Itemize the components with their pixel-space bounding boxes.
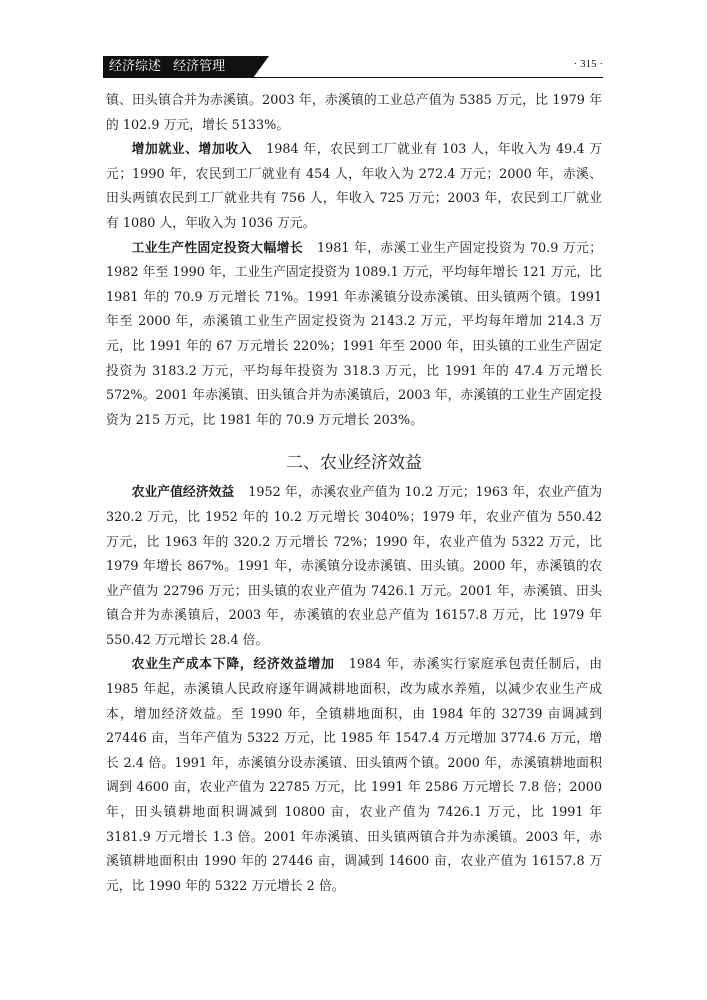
section-label-1: 经济综述 [109, 59, 162, 74]
paragraph-lead: 农业生产成本下降，经济效益增加 [131, 657, 335, 673]
paragraph-lead: 工业生产性固定投资大幅增长 [131, 240, 303, 256]
paragraph-lead: 农业产值经济效益 [131, 485, 235, 501]
paragraph-text: 1984 年，赤溪实行家庭承包责任制后，由 1985 年起，赤溪镇人民政府逐年调减耕地面积，改为咸水养殖，以减少农业生产成本，增加经济效益。至 1990 年，全镇耕地面积，由 1984 年的 32739 亩调减到 27446 亩，当年产值为 5322 万元，比 1985 年 1547.4 万元增加 3774.6 万元，增长 2.4 倍。1991 年，赤溪镇分设赤溪镇、田头镇两个镇。2000 年，赤溪镇耕地面积调到 4600 亩，农业产值为 22785 万元，比 1991 年 2586 万元增长 7.8 倍；2000 年，田头镇耕地面积调减到 10800 亩，农业产值为 7426.1 万元，比 1991 年 3181.9 万元增长 1.3 倍。2001 年赤溪镇、田头镇两镇合并为赤溪镇。2003 年，赤溪镇耕地面积由 1990 年的 27446 亩，调减到 14600 亩，农业产值为 16157.8 万元，比 1990 年的 5322 万元增长 2 倍。 [106, 657, 603, 894]
paragraph-agri-cost [106, 653, 602, 899]
paragraph-lead: 增加就业、增加收入 [131, 142, 253, 158]
paragraph-text: 镇、田头镇合并为赤溪镇。2003 年，赤溪镇的工业总产值为 5385 万元，比 1979 年的 102.9 万元，增长 5133%。 [106, 93, 602, 133]
section-title: 二、农业经济效益 [286, 453, 422, 474]
paragraph-text: 1952 年，赤溪农业产值为 10.2 万元；1963 年，农业产值为 320.2 万元，比 1952 年的 10.2 万元增长 3040%；1979 年，农业产值为 550.42 万元，比 1963 年的 320.2 万元增长 72%；1990 年，农业产值为 5322 万元，比 1979 年增长 867%。1991 年，赤溪镇分设赤溪镇、田头镇。2000 年，赤溪镇的农业产值为 22796 万元；田头镇的农业产值为 7426.1 万元。2001 年，赤溪镇、田头镇合并为赤溪镇后，2003 年，赤溪镇的农业总产值为 16157.8 万元，比 1979 年 550.42 万元增长 28.4 倍。 [106, 485, 603, 648]
paragraph-text: 1984 年，农民到工厂就业有 103 人，年收入为 49.4 万元；1990 年，农民到工厂就业有 454 人，年收入为 272.4 万元；2000 年，赤溪、田头两镇农民到工厂就业共有 756 人，年收入 725 万元；2003 年，农民到工厂就业有 1080 人，年收入为 1036 万元。 [106, 142, 602, 231]
paragraph-text: 1981 年，赤溪工业生产固定投资为 70.9 万元；1982 年至 1990 年，工业生产固定投资为 1089.1 万元，平均每年增长 121 万元，比 1981 年的 70.9 万元增长 71%。1991 年赤溪镇分设赤溪镇、田头镇两个镇。1991 年至 2000 年，赤溪镇工业生产固定投资为 2143.2 万元，平均每年增加 214.3 万元，比 1991 年的 67 万元增长 220%；1991 年至 2000 年，田头镇的工业生产固定投资为 3183.2 万元，平均每年投资为 318.3 万元，比 1991 年的 47.4 万元增长 572%。2001 年赤溪镇、田头镇合并为赤溪镇后，2003 年，赤溪镇的工业生产固定投资为 215 万元，比 1981 年的 70.9 万元增长 203%。 [106, 240, 602, 428]
paragraph-investment [106, 237, 602, 434]
header-wedge [253, 56, 269, 78]
paragraph-agri-output [106, 481, 602, 653]
page-number: · 315 · [573, 58, 603, 70]
paragraph-employment [106, 138, 602, 236]
running-header [103, 56, 603, 78]
section-label-2: 经济管理 [173, 59, 226, 74]
page-body [106, 89, 602, 899]
section-tab [103, 56, 253, 78]
paragraph-continuation [106, 89, 602, 138]
header-rule [103, 77, 603, 78]
